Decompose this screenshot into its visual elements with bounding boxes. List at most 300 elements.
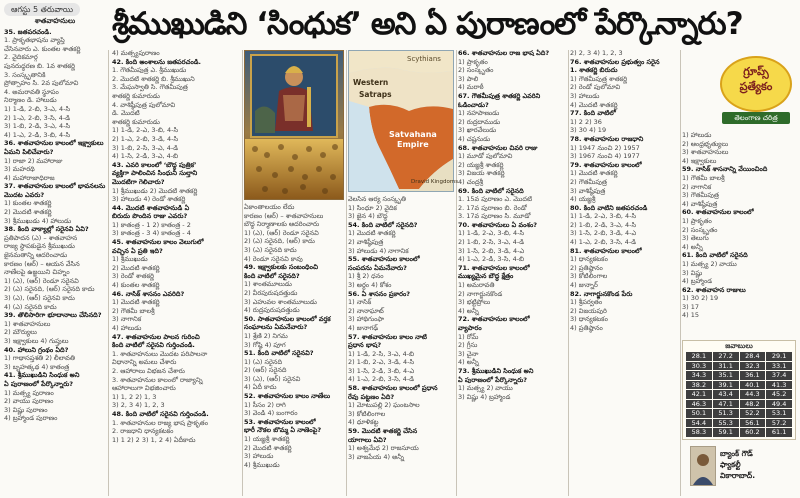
option-text: 2) (ఆర్) సరైనది <box>244 366 287 375</box>
option-text: 4) రుద్రపురుషదత్తుడు <box>244 306 300 315</box>
option-text: 4) రెండూ సరైనవి కావు <box>244 254 303 263</box>
question-text: 73. శ్రీముఖుడిని సింధుక అని <box>458 366 534 375</box>
option-text: 3) (ఎ), (ఆర్) సరైనవి <box>244 374 301 383</box>
question-column-3 <box>244 204 344 496</box>
option-text: 2) సంస్కృతం <box>682 225 718 234</box>
option-text: 3. శాతవాహనుల కాలంలో రాజ్యాన్ని <box>112 375 203 384</box>
option-text: 1. 15వ పురాణం ఎ. మొదటి <box>458 195 533 204</box>
question-text: 36. శాతవాహనుల కాలంలో ఇక్ష్వాకులు <box>4 139 104 148</box>
option-text: 2) మౌర్యులు <box>4 328 37 337</box>
option-text: 2) 1-ఎ, 2-బి, 3-సి, 4-డి <box>4 113 71 122</box>
option-text: 4) మహారాజాధిరాజ <box>4 173 55 182</box>
question-column-7 <box>682 132 796 336</box>
option-text: ప్రతిపాదన (ఎ) – శాతవాహన <box>4 233 78 242</box>
option-text: 3) (ఎ), (ఆర్) సరైనవి కాదు <box>4 294 75 302</box>
option-text: నిర్మాణం డి. హాలుడు <box>4 96 57 105</box>
option-text: 4) అన్నీ <box>682 242 703 251</box>
answers-title: జవాబులు <box>725 342 753 350</box>
option-text: వెలసిన ఆర్య సంస్కృతి <box>348 195 406 203</box>
option-text: 2) వాశిష్ఠీపుత్ర <box>348 237 384 246</box>
answer-cell: 44.3 <box>740 390 766 399</box>
option-text: 3) శాతవాహనులు <box>682 148 729 157</box>
groups-special-badge <box>720 56 792 126</box>
option-text: 4) (ఎ) సరైనది కాదు <box>4 302 57 311</box>
option-text: 1) గౌతమీపుత్ర శాతకర్ణి <box>570 74 628 83</box>
column-rule <box>456 50 457 496</box>
illustration-photo <box>244 50 344 200</box>
question-text: 55. శాతవాహనుల కాలంలో <box>348 255 420 264</box>
option-text: శాతకర్ణి కుమారుడు <box>112 117 160 126</box>
author-name: బ్యాంక్ గౌడ్ <box>720 449 753 458</box>
answer-cell: 33.1 <box>766 362 792 371</box>
option-text: 1) మొదటి శాతకర్ణి <box>112 298 160 307</box>
option-text: 4) 1-ఎ, 2-బి, 3-సి, 4-డి <box>348 375 415 384</box>
option-text: 2) 1-బి, 2-సి, 3-ఎ, 4-డి <box>458 238 525 247</box>
option-text: 1) శ్రీ 2) ధనం <box>348 272 384 281</box>
option-text: 3) 1-సి, 2-బి, 3-డి, 4-ఎ <box>458 246 525 255</box>
option-text: 2) గౌతమీ బాలశ్రీ <box>112 306 155 315</box>
question-text: 66. శాతవాహనుల రాజ భాష ఏది? <box>458 49 550 57</box>
option-text: 3) భట్టిప్రోలు <box>458 298 491 307</box>
question-text: 51. కింది వాటిలో సరైనవి? <box>244 349 314 358</box>
option-text: 3) విష్ణు <box>682 268 703 277</box>
satavahana-map-image <box>349 51 459 191</box>
question-text: ఏమని పిలిచేవారు? <box>4 147 54 156</box>
option-text: జైనమతాన్ని ఆదరించాడు <box>4 251 68 260</box>
option-text: 1) అమరావతి <box>458 281 495 290</box>
option-text: 1) 1-డి, 2-ఎ, 3-బి, 4-సి <box>458 229 525 238</box>
option-text: రాజ్య స్థాపకుడైన శ్రీముఖుడు <box>4 242 75 251</box>
option-text: 4) మొదటి శాతకర్ణి <box>570 100 618 109</box>
option-text: నాణేలపై ఉజ్జయిని చిహ్నం <box>4 268 70 277</box>
option-text: 3) కోటిలింగాల <box>570 272 608 281</box>
column-rule <box>108 50 109 496</box>
answer-cell: 32.3 <box>740 362 766 371</box>
map-label-western: Western <box>353 78 389 87</box>
option-text: 2. మొదటి శాతకర్ణి బి. శ్రీముఖుని <box>112 74 195 83</box>
option-text: 4) ప్రతిష్ఠానం <box>570 324 603 332</box>
option-text: 1) మత్స్య 2) వాయు <box>682 259 737 268</box>
answer-cell: 55.3 <box>713 419 739 428</box>
answer-cell: 49.4 <box>766 400 792 409</box>
option-text: చేసినవారు ఎ. కుంతల శాతకర్ణి <box>4 44 81 53</box>
question-text: రేవు పట్టణం ఏది? <box>348 392 395 401</box>
question-column-6 <box>570 50 678 496</box>
option-text: 4) 15 <box>682 311 700 320</box>
option-text: 1) మొదటి శాతకర్ణి <box>348 229 396 238</box>
question-text: 79. శాతవాహనుల కాలంలో <box>570 160 642 169</box>
option-text: 3) 1-బి, 2-సి, 3-ఎ, 4-డి <box>112 143 179 152</box>
option-text: 4) అన్నీ <box>458 306 479 315</box>
map-label-satraps: Satraps <box>359 90 392 99</box>
answer-cell: 50.1 <box>686 409 712 418</box>
option-text: 4) 1-సి, 2-డి, 3-ఎ, 4-బి <box>112 152 179 161</box>
option-text: 2) గ్రీసు <box>458 341 478 350</box>
answer-cell: 56.1 <box>740 419 766 428</box>
option-text: 1) కాతంత్ర - 1 2) కాతంత్ర - 2 <box>112 220 191 229</box>
option-text: 1) (ఎ), (ఆర్) రెండూ సరైనవి <box>244 228 319 237</box>
option-text: 3) రెండో శాతకర్ణి <box>112 272 154 281</box>
option-text: 1) (ఎ) సరైనది <box>244 357 283 366</box>
option-text: 3) మహరథి <box>4 165 35 174</box>
question-text: వ్యక్తిగా పాలించిన సింధుని సుల్తాని <box>112 169 198 178</box>
option-text: 2) నాగార్జునకొండ <box>458 289 503 298</box>
question-text: ఏ పురాణంలో పేర్కొన్నారు? <box>458 375 528 384</box>
question-text: ఓడించాడు? <box>458 100 489 109</box>
option-text: 2. ఆహారాలు విభజన చేశారు <box>112 366 185 375</box>
option-text: 3) 30 4) 19 <box>570 126 607 135</box>
question-text: బిరుదు పొందిన రాజు ఎవరు? <box>112 212 188 221</box>
answer-cell: 59.1 <box>713 428 739 437</box>
option-text: 1. ప్రాకృతభాషను వ్యాప్తి <box>4 36 65 45</box>
map-label-empire: Empire <box>397 140 429 149</box>
question-text: కింది వాటిలో సరైనవి గుర్తించండి. <box>112 341 195 350</box>
option-text: 1) ధాన్యకటకం <box>570 255 608 264</box>
option-text: 2) వాయు పురాణం <box>4 397 54 406</box>
question-text: 35. జతపరచండి. <box>4 27 52 36</box>
option-text: 4) జునాగఢ్ <box>348 323 379 332</box>
option-text: 3) అర్థం 4) కోశం <box>348 280 392 289</box>
option-text: 3) శ్రీముఖుడు 4) హాలుడు <box>4 216 72 225</box>
option-text: 2) సంస్కృతం <box>458 66 494 75</box>
column-rule <box>680 50 681 496</box>
option-text: 1) శ్రీముఖుడు 2) మొదటి శాతకర్ణి <box>112 186 198 195</box>
badge-line-2: ప్రత్యేకం <box>739 80 773 93</box>
question-text: యాగాలు ఏవి? <box>348 435 387 444</box>
answer-cell: 45.2 <box>766 390 792 399</box>
option-text: 1) గౌతమీ బాలశ్రీ <box>682 173 725 182</box>
question-text: 81. శాతవాహనుల కాలంలో <box>570 246 642 255</box>
question-text: 42. కింది అంశాలను జతపరచండి. <box>112 57 202 66</box>
option-text: 4) ఏదీ కాదు <box>244 383 277 392</box>
option-text: 1) మూడో పులోమావి <box>458 152 513 161</box>
option-text: 1) ప్రాకృతం <box>682 216 712 225</box>
option-text: 2. రాజధాని ధాన్యకటకం <box>112 427 174 436</box>
question-text: 50. సాతవాహనుల కాలంలో వర్తక <box>244 314 331 323</box>
answer-cell: 40.1 <box>740 381 766 390</box>
option-text: 2) మొదటి శాతకర్ణి <box>112 263 160 272</box>
question-text: 67. గౌతమీపుత్ర శాతకర్ణి ఎవరిని <box>458 91 541 100</box>
king-painting-image <box>245 51 343 199</box>
option-text: 4) ధూళికట్ట <box>348 418 379 427</box>
option-text: 3) ధాన్యకటకం <box>570 315 608 324</box>
answer-cell: 61.1 <box>766 428 792 437</box>
question-text: 59. నాసిక్ శాసనాన్ని వేయించింది <box>682 165 768 174</box>
option-text: పునరుద్ధరణ బి. 1వ శాతకర్ణి <box>4 61 76 70</box>
answer-cell: 58.3 <box>686 428 712 437</box>
badge-band: తెలంగాణ చరిత్ర <box>722 112 790 124</box>
option-text: 2) నాగానిక <box>682 182 712 191</box>
option-text: 1) రోమ్ <box>458 332 479 341</box>
question-text: సంపదను ఏమనేవారు? <box>348 263 407 272</box>
option-text: 3) విష్ణు పురాణం <box>4 405 48 414</box>
option-text: 4) బ్రహ్మాండ <box>682 277 713 286</box>
question-text: 82. నాగార్జునకొండ పేరు <box>570 289 633 298</box>
option-text: 1) హాలుడు <box>682 131 712 139</box>
question-text: 47. శాతవాహనుల పాలన గురించి <box>112 332 200 341</box>
answer-cell: 28.4 <box>740 352 766 361</box>
answer-cell: 52.2 <box>740 409 766 418</box>
option-text: 1. శాతవాహనులు మొదట పరిపాలనా <box>112 349 208 358</box>
question-text: 40. హాలుని గ్రంథం ఏది? <box>4 345 69 354</box>
option-text: 1) శ్రీపర్వతం <box>570 298 603 307</box>
option-text: 4) 1-ఎ, 2-డి, 3-సి, 4-బి <box>458 255 525 264</box>
option-text: 4) మత్స్యపురాణం <box>112 49 160 57</box>
question-text: సంఘాలను ఏమనేవారు? <box>244 323 308 332</box>
answers-grid <box>686 352 792 437</box>
option-text: 1) నాసిక్ <box>348 298 372 307</box>
answer-cell: 46.3 <box>686 400 712 409</box>
option-text: శాతకర్ణి కుమారుడు <box>112 91 160 100</box>
option-text: 1) 2 2) 36 <box>570 117 602 126</box>
question-text: 77. కింది వాటిలో <box>570 109 616 118</box>
question-text: 44. మొదటి శాతవాహనుడి ఏ <box>112 203 190 212</box>
answer-cell: 42.1 <box>686 390 712 399</box>
option-text: 3) 1967 నుంచి 4) 1977 <box>570 152 640 161</box>
option-text: 1) యజ్ఞశ్రీ శాతకర్ణి <box>244 435 290 444</box>
option-text: 4) వాశిష్ఠీపుత్ర <box>682 199 718 208</box>
question-text: 56. ఏ శాసనం ప్రకారం? <box>348 289 411 298</box>
question-column-4 <box>348 196 454 496</box>
question-text: 72. శాతవాహనుల కాలంలో <box>458 315 530 324</box>
option-text: 2) 1-బి, 2-డి, 3-ఎ, 4-సి <box>570 220 637 229</box>
question-text: 60. శాతవాహనుల కాలంలో <box>682 208 754 217</box>
option-text: 3) కోటిలింగాల <box>348 409 386 418</box>
answer-cell: 34.3 <box>686 371 712 380</box>
map-label-dravid: Dravid Kingdoms <box>411 179 459 185</box>
question-text: 71. శాతవాహనుల కాలంలో <box>458 263 530 272</box>
answer-cell: 35.1 <box>713 371 739 380</box>
option-text: 3) హాలుడు <box>244 452 274 461</box>
question-text: వచ్చిన ఏ ప్రతి ఇది? <box>112 246 163 255</box>
question-text: వ్యాపారం <box>458 324 482 332</box>
option-text: 1. శాతవాహనుల రాజ్య భాష ప్రాకృతం <box>112 418 209 427</box>
option-text: ఆహారాలుగా విభజించారు <box>112 384 176 393</box>
page-headline: శ్రీముఖుడిని ‘సింధుక’ అని ఏ పురాణంలో పేర్కొన్నారు? <box>112 6 743 42</box>
author-credit <box>720 448 792 481</box>
option-text: 1) శాతవాహనులు <box>4 319 51 328</box>
option-text: 3. మేఘస్వాతి సి. గౌతమీపుత్ర <box>112 83 188 92</box>
option-text: 3) ఇక్ష్వాకులు 4) గుప్తులు <box>4 336 69 345</box>
question-text: 52. శాతవాహనుల కాలం నాణేలు <box>244 392 331 401</box>
option-text: 2) నానాఘాట్ <box>348 306 384 315</box>
answers-box <box>682 340 796 440</box>
question-text: 57. శాతవాహనుల కాలం నాటి <box>348 332 427 341</box>
answer-cell: 41.3 <box>766 381 792 390</box>
question-text: భారీ నౌకల బొమ్మ ఏ నాణెంపై? <box>244 426 322 435</box>
option-text: 1) అశ్వమేధ 2) రాజసూయ <box>348 444 419 453</box>
question-text: 58. శాతవాహనుల కాలంలో ప్రధాన <box>348 384 438 393</box>
option-text: 4) ఇక్ష్వాకులు <box>682 156 717 165</box>
option-text: 1) 1-డి, 2-బి, 3-ఎ, 4-సి <box>4 104 71 113</box>
answer-cell: 60.2 <box>740 428 766 437</box>
option-text: 3) ఎహువల శాంతమూలుడు <box>244 297 317 306</box>
option-text: 2) గౌతమీపుత్ర <box>570 177 607 186</box>
option-text: 1) శ్రీముఖుడు <box>112 255 148 264</box>
option-text: 3. సంస్కృతానికి <box>4 70 46 79</box>
question-text: 62. శాతవాహన రాజులు <box>682 285 746 294</box>
option-text: 1) మోటుపల్లి 2) ఘంటసాల <box>348 401 420 410</box>
answer-cell: 43.4 <box>713 390 739 399</box>
question-text: 69. కింది వాటిలో సరైనది <box>458 186 524 195</box>
option-text: కారణం (ఆర్) – ఆయన వేసిన <box>4 259 80 268</box>
option-text: 2) ఆంధ్రభృత్యులు <box>682 139 729 148</box>
option-text: 2. వైదికమార్గ <box>4 53 38 62</box>
badge-line-1: గ్రూప్స్ <box>743 65 769 78</box>
option-text: 1) 1-డి, 2-ఎ, 3-బి, 4-సి <box>112 126 179 135</box>
option-text: 1) సీసం 2) రాగి <box>244 400 286 409</box>
option-text: 3) పాలి <box>458 74 479 83</box>
question-text: 78. శాతవాహనుల రాజధాని <box>570 134 644 143</box>
question-text: 61. కింది వాటిలో సరైనది <box>682 251 748 260</box>
option-text: బౌద్ధ నిర్మాణాలకు ఆదరించారు <box>244 220 320 229</box>
option-text: 1) మత్స్య పురాణం <box>4 388 54 397</box>
option-text: 3) జైన 4) బౌద్ధ <box>348 212 388 221</box>
empire-map <box>348 50 459 192</box>
question-text: 70. శాతవాహనులు ఏ వంశం? <box>458 220 538 229</box>
date-pill: ఆగస్టు 5 తరువాయి <box>4 3 80 16</box>
option-text: 1) 30 2) 19 <box>682 294 719 303</box>
option-text: 1) గాథాసప్తశతి 2) లీలావతి <box>4 354 76 363</box>
option-text: 3) 1-సి, 2-డి, 3-బి, 4-ఎ <box>348 366 415 375</box>
option-text: 3) కాతంత్ర - 3 4) కాతంత్ర - 4 <box>112 229 191 238</box>
option-text: 2) 1-ఎ, 2-బి, 3-డి, 4-సి <box>112 134 179 143</box>
option-text: 4) శ్రీముఖుడు <box>244 460 280 469</box>
column-rule <box>568 50 569 496</box>
option-text: 2) మొదటి శాతకర్ణి <box>244 443 292 452</box>
map-label-satvahana: Satvahana <box>389 130 437 139</box>
author-place: వికారాబాద్. <box>720 471 756 480</box>
option-text: 3) 17 <box>682 302 700 311</box>
option-text: 1) రాజా 2) మహారాజు <box>4 156 63 165</box>
map-label-scythians: Scythians <box>407 55 441 63</box>
column-rule <box>242 50 243 496</box>
question-text: ప్రధాన భాష? <box>348 341 382 350</box>
question-text: 48. కింది వాటిలో సరైనవి గుర్తించండి. <box>112 409 209 418</box>
question-text: 38. కింది వాక్యాల్లో సరైనవి ఏవి? <box>4 225 89 234</box>
option-text: 3) ఖారవేలుడు <box>458 126 497 135</box>
option-text: 3) 1-బి, 2-డి, 3-ఎ, 4-సి <box>4 122 71 131</box>
option-text: 3) వాజపేయ 4) అన్నీ <box>348 452 405 461</box>
question-text: 39. తొలిసారిగా భూదానాలు చేసినది? <box>4 311 102 320</box>
answer-cell: 39.1 <box>713 381 739 390</box>
option-text: 2) ప్రతిష్ఠానం <box>570 263 603 272</box>
option-text: 1) సింధూ 2) వైదిక <box>348 203 397 212</box>
option-text: 4) హాలుడు <box>112 324 142 332</box>
question-text: 43. ఎవరి కాలంలో ‘బౌద్ధ పుత్రిక’ <box>112 160 197 169</box>
answer-cell: 28.1 <box>686 352 712 361</box>
question-column-1 <box>4 18 106 496</box>
option-text: 2) 2, 3 4) 1, 2, 3 <box>570 49 623 57</box>
answer-cell: 48.2 <box>740 400 766 409</box>
author-role: ఫ్యాకల్టీ <box>720 460 741 469</box>
option-text: 3) హాలుడు 4) రెండో శాతకర్ణి <box>112 195 186 204</box>
author-block <box>690 444 792 494</box>
option-text: 2) (ఎ) సరైనది, (ఆర్) కాదు <box>244 237 315 246</box>
option-text: 4. వాశిష్ఠీపుత్ర పులోమావి <box>112 100 176 109</box>
option-text: 1) (ఎ), (ఆర్) రెండూ సరైనవి <box>4 276 79 285</box>
answer-cell: 38.2 <box>686 381 712 390</box>
option-text: 2) 1-బి, 2-ఎ, 3-డి, 4-సి <box>348 358 415 367</box>
option-text: 1. గౌతమీపుత్ర ఎ. శ్రీముఖుడు <box>112 66 187 75</box>
option-text: 4) బ్రహ్మాండ పురాణం <box>4 414 58 423</box>
option-text: 1) 1-డి, 2-ఎ, 3-బి, 4-సి <box>570 212 637 221</box>
option-text: 2) విజయపురి <box>570 306 607 315</box>
question-text: 54. కింది వాటిలో సరైనది? <box>348 220 418 229</box>
option-text: 4. అమరావతి స్థూపం <box>4 87 59 96</box>
option-text: 1) 1 2) 2 3) 1, 2 4) ఏదీకాదు <box>112 435 196 444</box>
option-text: 1) శాంతమూలుడు <box>244 280 292 289</box>
column-rule <box>346 50 347 496</box>
option-text: 3) 2, 3 4) 1, 2, 3 <box>112 401 165 410</box>
author-photo <box>690 446 716 486</box>
option-text: 2. 17వ పురాణం బి. రెండో <box>458 203 527 212</box>
option-text: 1) మత్స్య 2) వాయు <box>458 384 513 393</box>
answer-cell: 29.1 <box>766 352 792 361</box>
option-text: 4) కుంతల శాతకర్ణి <box>112 281 160 290</box>
answer-cell: 36.1 <box>740 371 766 380</box>
option-text: 4) జున్నార్ <box>570 281 598 290</box>
option-text: 3) (ఎ) సరైనది కాదు <box>244 245 297 254</box>
question-text: 49. ఇక్ష్వాకులకు సంబంధించి <box>244 263 318 272</box>
author-avatar-image <box>691 447 715 485</box>
option-text: 3) విజయ శాతకర్ణి <box>458 169 505 178</box>
answer-cell: 57.2 <box>766 419 792 428</box>
question-text: 45. శాతవాహనుల కాలం వెలుగులో <box>112 238 204 247</box>
section-subtitle: శాతవాహనులు <box>34 17 76 25</box>
option-text: 3) నాగానిక <box>112 315 142 324</box>
question-text: మొదటిగా గెలిచారు? <box>112 177 165 186</box>
answer-cell: 54.4 <box>686 419 712 428</box>
question-text: ఏ పురాణంలో పేర్కొన్నారు? <box>4 379 74 388</box>
option-text: 1) 1-డి, 2-సి, 3-ఎ, 4-బి <box>348 349 415 358</box>
option-text: 3) వాశిష్ఠీపుత్ర <box>570 186 606 195</box>
question-text: 1. శాతకర్ణి బిరుదు <box>570 66 618 75</box>
option-text: 4) అన్నీ <box>458 358 479 367</box>
option-text: 3) గౌతమీపుత్ర <box>682 191 719 200</box>
option-text: 2) మొదటి శాతకర్ణి <box>4 208 52 217</box>
option-text: 3) వెండి 4) బంగారం <box>244 409 298 418</box>
option-text: 3) విష్ణు 4) బ్రహ్మాండ <box>458 392 511 401</box>
option-text: 3) హాలుడు 4) నాగానిక <box>348 246 409 255</box>
option-text: 1) 1947 నుంచి 2) 1957 <box>570 143 640 152</box>
question-text: 68. శాతవాహనుల చివరి రాజు <box>458 143 538 152</box>
question-text: 53. శాతవాహనుల కాలంలో <box>244 417 316 426</box>
option-text: కారణం (ఆర్) – శాతవాహనులు <box>244 211 324 220</box>
answer-cell: 51.3 <box>713 409 739 418</box>
option-text: ప్రోత్సాహం సి. 2వ పులోమావి <box>4 79 79 88</box>
option-text: 1) 1, 2 2) 1, 3 <box>112 392 157 401</box>
option-text: 3) హాథిగుంఫా <box>348 315 385 324</box>
option-text: 4) చష్టనుడు <box>458 134 491 143</box>
option-text: 3) చైనా <box>458 349 479 358</box>
option-text: 3) తెలుగు <box>682 234 709 243</box>
question-text: మొదట ఎవరు? <box>4 190 45 199</box>
option-text: 3) 1-సి, 2-బి, 3-డి, 4-ఎ <box>570 229 637 238</box>
option-text: 1) ప్రాకృతం <box>458 57 488 66</box>
question-text: 41. శ్రీముఖుడిని సింధుక అని <box>4 371 80 380</box>
option-text: 4) చంద్రశ్రీ <box>458 177 484 186</box>
question-text: 59. మొదటి శాతకర్ణి చేసిన <box>348 427 418 436</box>
answer-cell: 47.1 <box>713 400 739 409</box>
answer-cell: 30.3 <box>686 362 712 371</box>
option-text: 4) 1-ఎ, 2-బి, 3-సి, 4-డి <box>570 238 637 247</box>
option-text: 4) మరాఠీ <box>458 83 484 92</box>
question-text: కింది వాటిలో సరైనది? <box>244 271 300 280</box>
question-text: 37. శాతవాహనుల కాలంలో భావనలను <box>4 182 106 191</box>
option-text: డి. మొదటి <box>112 109 140 118</box>
question-text: 80. కింది వాటిని జతపరచండి <box>570 203 648 212</box>
